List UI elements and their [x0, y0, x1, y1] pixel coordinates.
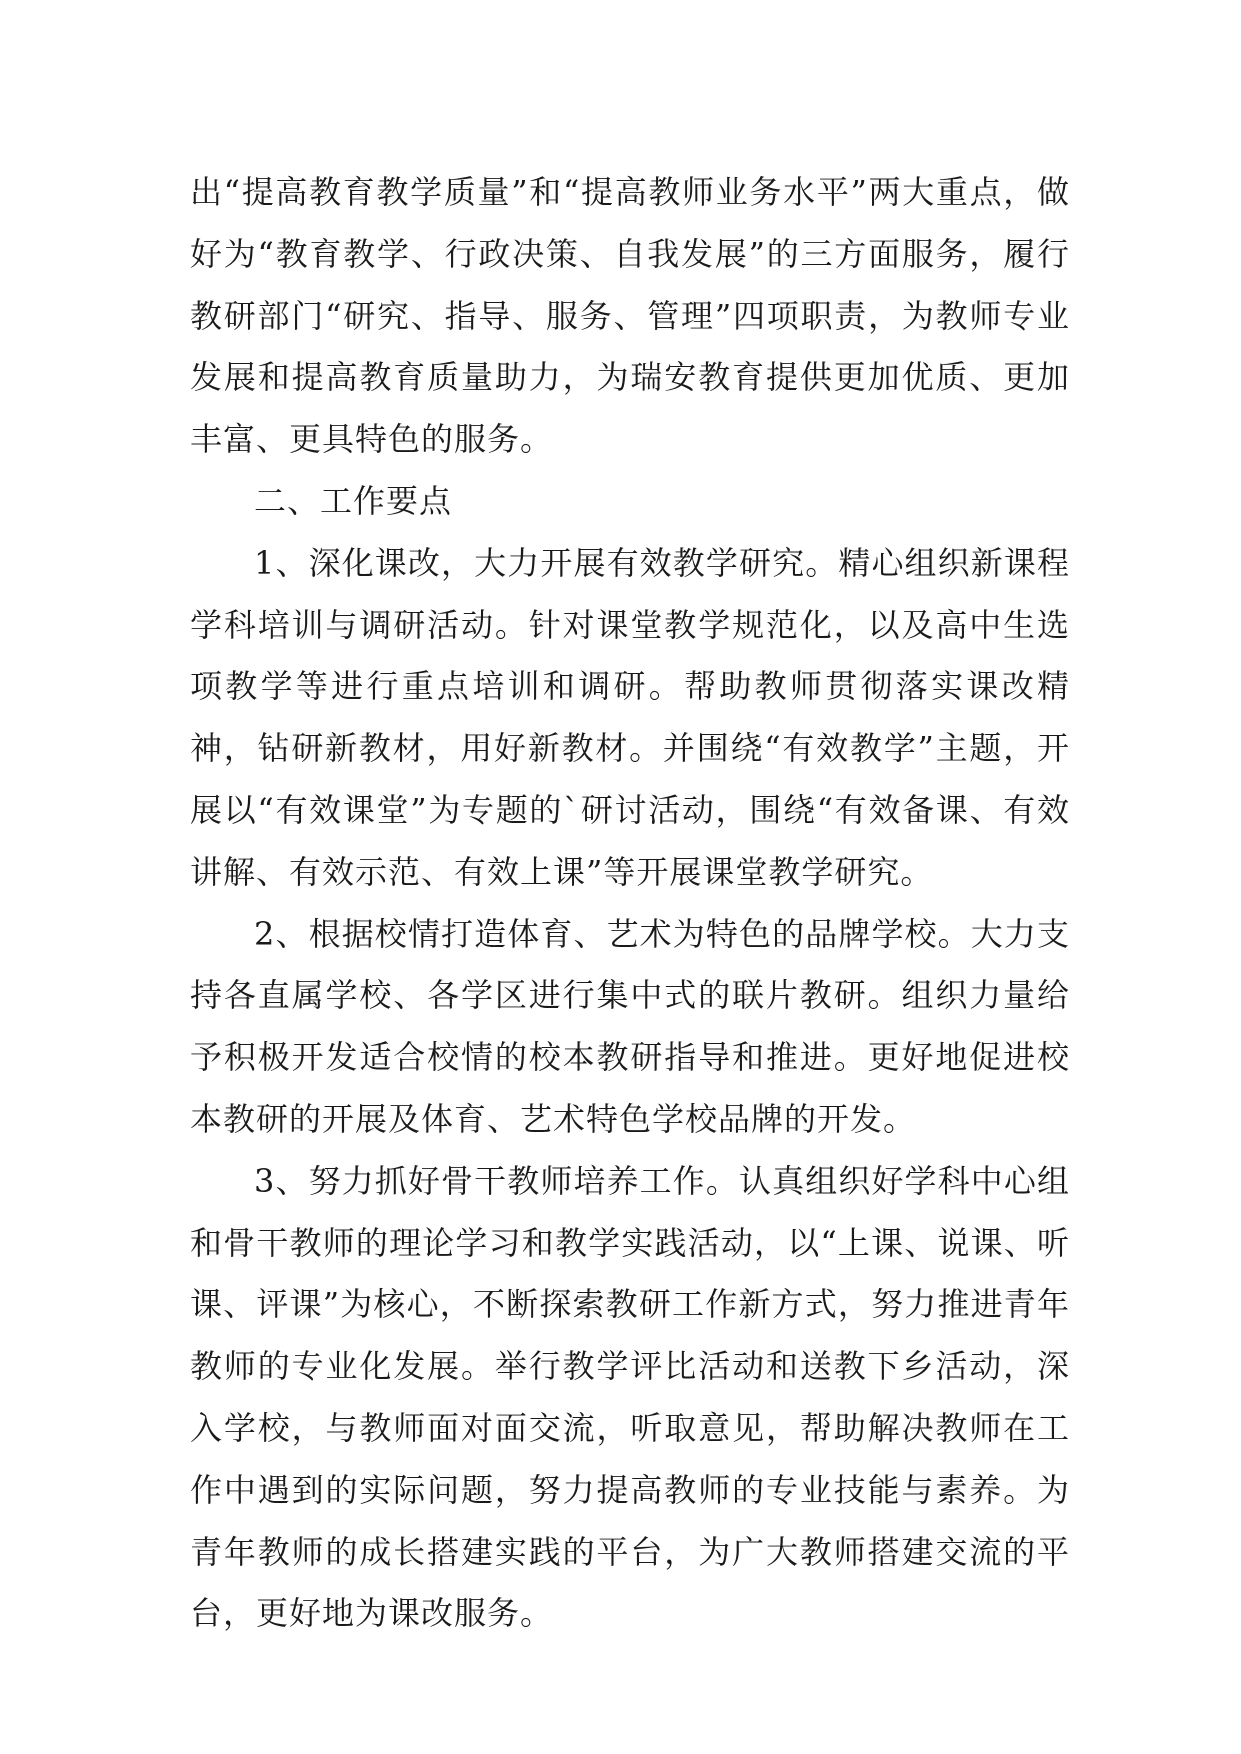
document-body [190, 162, 1070, 1645]
paragraph-point-1: 1、深化课改，大力开展有效教学研究。精心组织新课程学科培训与调研活动。针对课堂教学规范化，以及高中生选项教学等进行重点培训和调研。帮助教师贯彻落实课改精神，钻研新教材，用好新教材。并围绕“有效教学”主题，开展以“有效课堂”为专题的`研讨活动，围绕“有效备课、有效讲解、有效示范、有效上课”等开展课堂教学研究。 [190, 543, 1070, 891]
paragraph-intro: 出“提高教育教学质量”和“提高教师业务水平”两大重点，做好为“教育教学、行政决策、自我发展”的三方面服务，履行教研部门“研究、指导、服务、管理”四项职责，为教师专业发展和提高教育质量助力，为瑞安教育提供更加优质、更加丰富、更具特色的服务。 [190, 173, 1070, 459]
paragraph-point-3: 3、努力抓好骨干教师培养工作。认真组织好学科中心组和骨干教师的理论学习和教学实践活动，以“上课、说课、听课、评课”为核心，不断探索教研工作新方式，努力推进青年教师的专业化发展。举行教学评比活动和送教下乡活动，深入学校，与教师面对面交流，听取意见，帮助解决教师在工作中遇到的实际问题，努力提高教师的专业技能与素养。为青年教师的成长搭建实践的平台，为广大教师搭建交流的平台，更好地为课改服务。 [190, 1161, 1070, 1633]
section-heading-work-points: 二、工作要点 [254, 481, 453, 520]
paragraph-point-2: 2、根据校情打造体育、艺术为特色的品牌学校。大力支持各直属学校、各学区进行集中式的联片教研。组织力量给予积极开发适合校情的校本教研指导和推进。更好地促进校本教研的开展及体育、艺术特色学校品牌的开发。 [190, 914, 1070, 1138]
